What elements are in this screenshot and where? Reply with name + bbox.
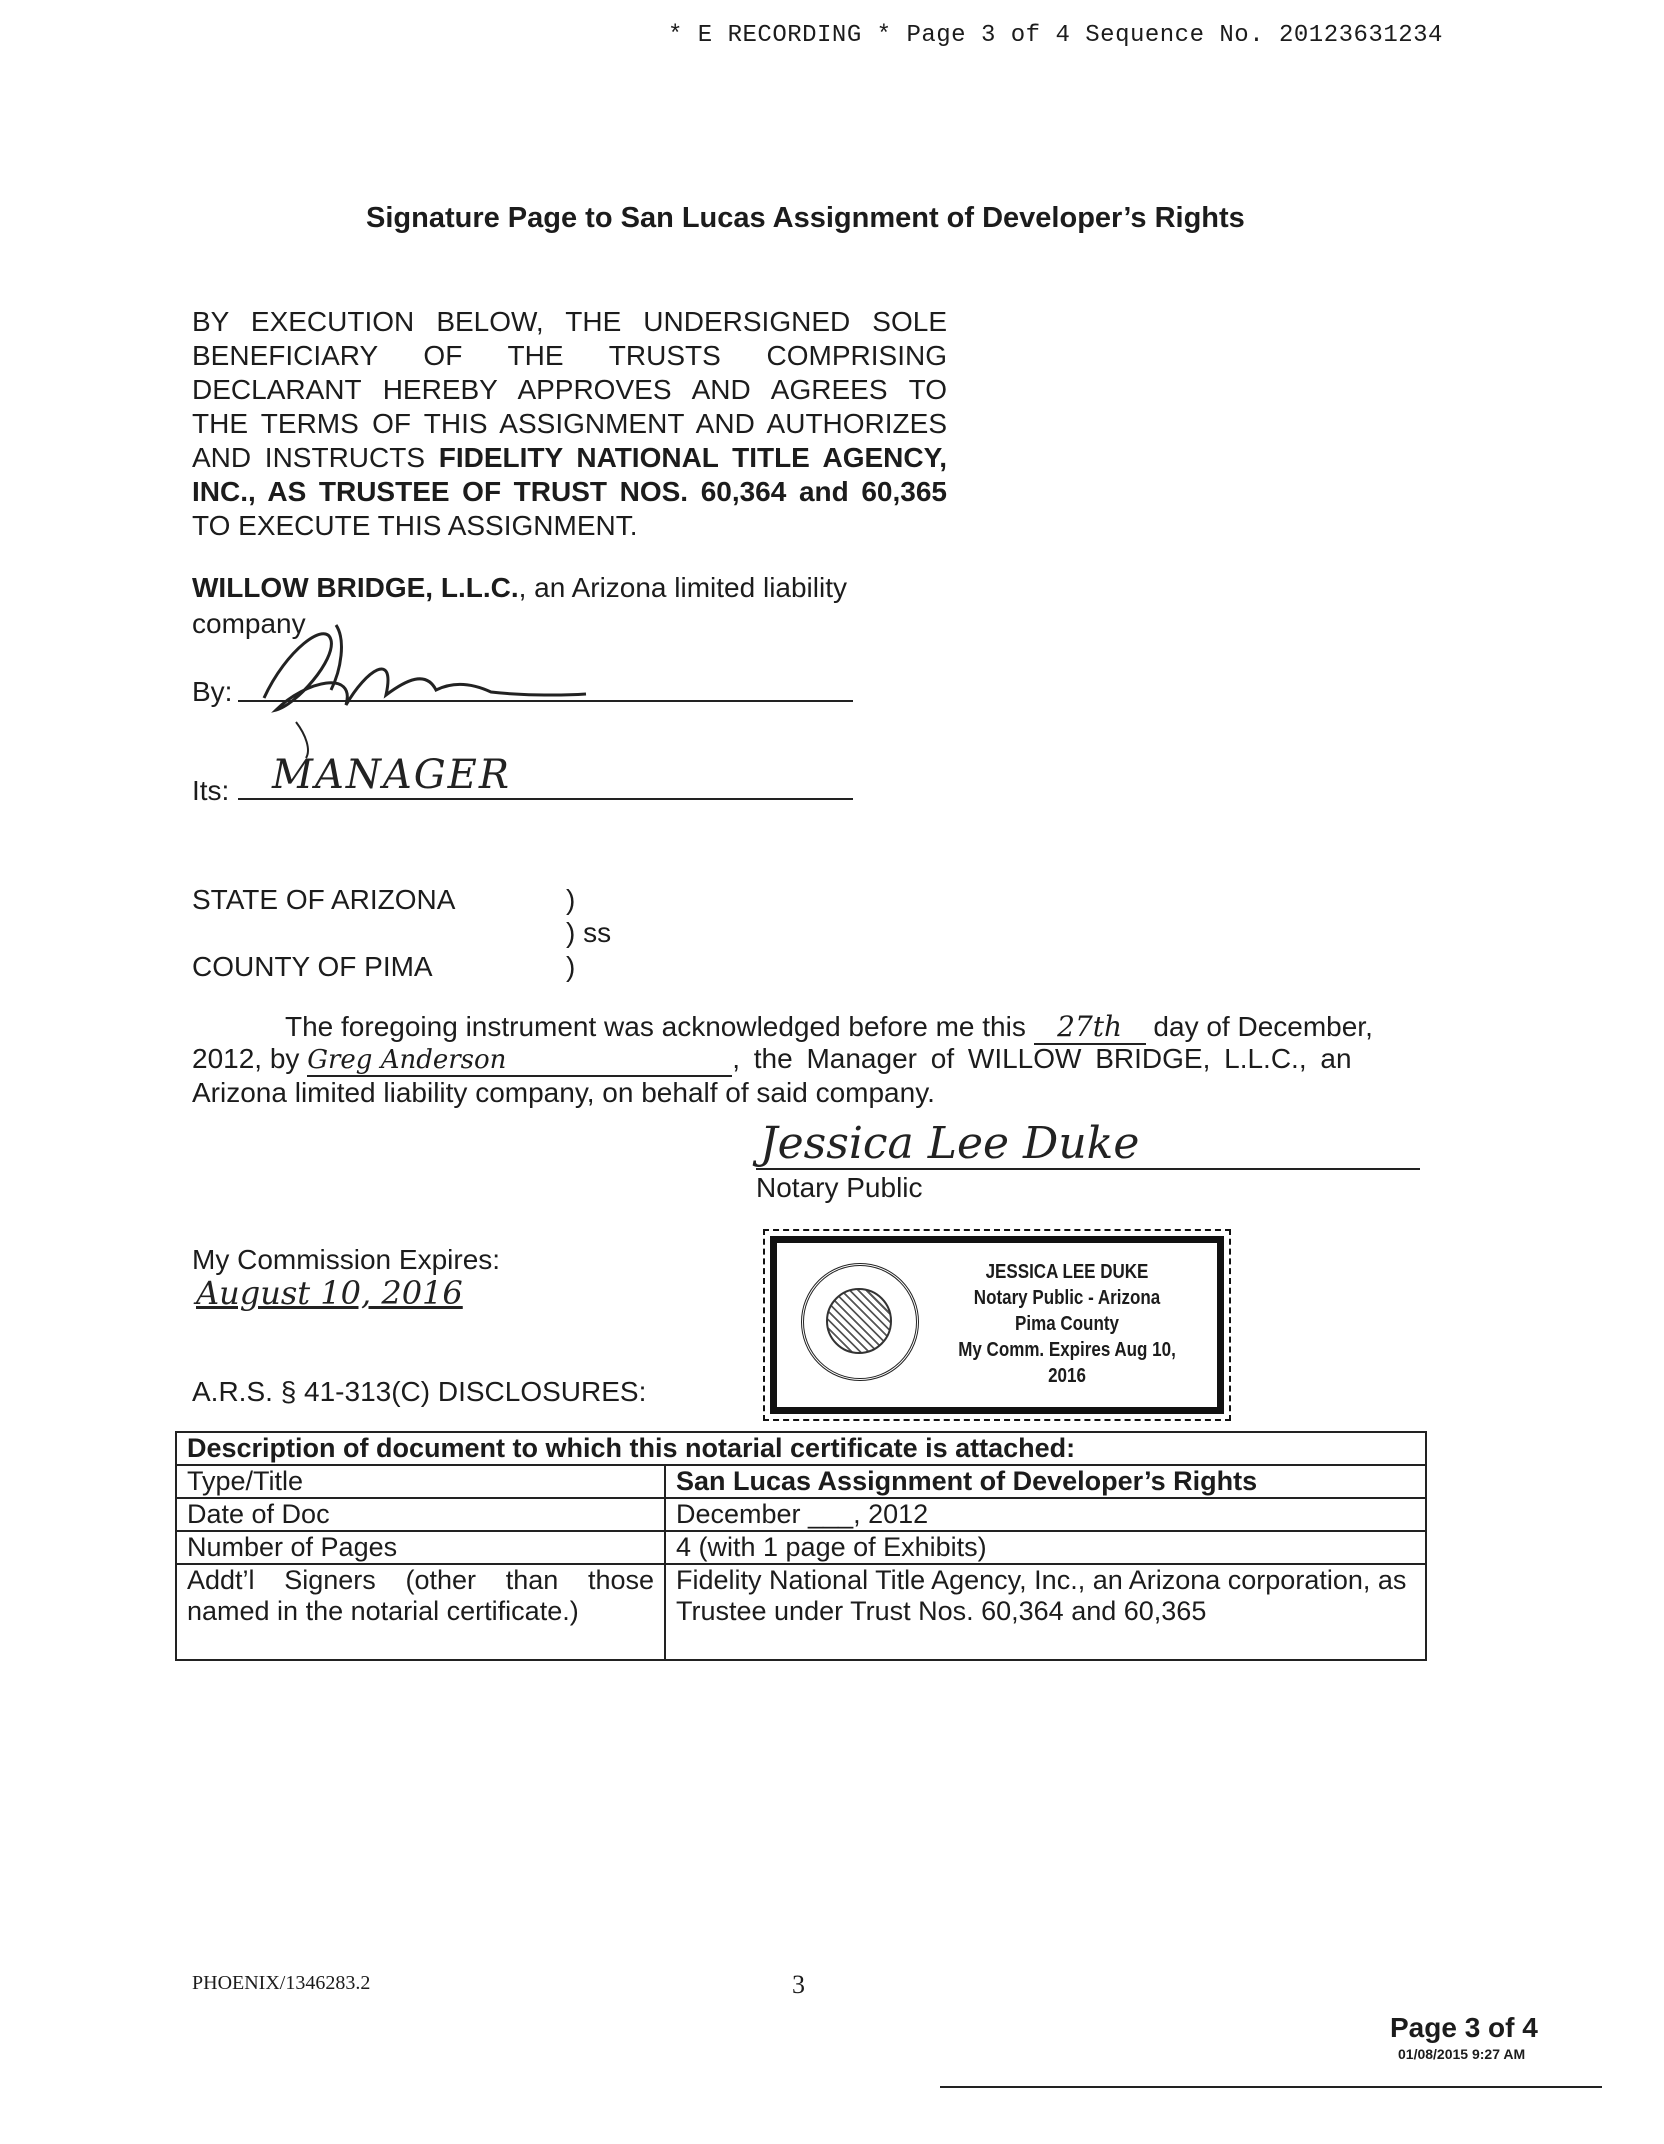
ack-part-1: The foregoing instrument was acknowledged before me this <box>285 1011 1026 1042</box>
county-line: COUNTY OF PIMA <box>192 951 433 982</box>
approval-line: BENEFICIARY OF THE TRUSTS COMPRISING <box>192 340 947 371</box>
its-handwritten-title: MANAGER <box>272 752 511 798</box>
notary-label: Notary Public <box>756 1172 923 1203</box>
stamp-expires: My Comm. Expires Aug 10, 2016 <box>958 1339 1176 1387</box>
approval-line5-normal: AND INSTRUCTS <box>192 442 439 473</box>
table-header-row <box>176 1432 1426 1465</box>
ack-line-3: Arizona limited liability company, on behalf of said company. <box>192 1077 935 1108</box>
approval-line: BY EXECUTION BELOW, THE UNDERSIGNED SOLE <box>192 306 947 337</box>
commission-date: August 10, 2016 <box>196 1274 463 1312</box>
table-row <box>176 1498 1426 1531</box>
notary-stamp <box>770 1236 1224 1414</box>
table-row <box>176 1564 1426 1660</box>
state-seal-icon <box>801 1263 919 1381</box>
recording-header: * E RECORDING * Page 3 of 4 Sequence No. 20123631234 <box>668 22 1443 49</box>
footer-doc-id: PHOENIX/1346283.2 <box>192 1972 371 1994</box>
approval-line: DECLARANT HEREBY APPROVES AND AGREES TO <box>192 374 947 405</box>
seal-shield <box>826 1288 892 1354</box>
notary-signature-line <box>756 1168 1420 1170</box>
table-row <box>176 1531 1426 1564</box>
ack-year: 2012, by <box>192 1043 300 1074</box>
footer-page-number: 3 <box>792 1970 805 1999</box>
approval-line <box>192 475 947 509</box>
table-value: 4 (with 1 page of Exhibits) <box>665 1531 1426 1564</box>
table-label: Type/Title <box>176 1465 665 1498</box>
table-value: December ___, 2012 <box>665 1498 1426 1531</box>
recording-timestamp: 01/08/2015 9:27 AM <box>1398 2046 1526 2062</box>
ack-line-1 <box>285 1010 1373 1045</box>
approval-line: TO EXECUTE THIS ASSIGNMENT. <box>192 510 638 541</box>
venue-ss: ) ss <box>566 917 612 948</box>
table-value: Fidelity National Title Agency, Inc., an Arizona corporation, as Trustee under Trust Nos. 60,364 and 60,365 <box>665 1564 1426 1660</box>
approval-line5-bold: FIDELITY NATIONAL TITLE AGENCY, <box>438 442 947 473</box>
commission-label: My Commission Expires: <box>192 1244 501 1275</box>
entity-desc: , an Arizona limited liability <box>518 572 847 603</box>
table-header: Description of document to which this notarial certificate is attached: <box>176 1432 1426 1465</box>
stamp-title: Notary Public - Arizona <box>973 1287 1161 1309</box>
table-label: Number of Pages <box>176 1531 665 1564</box>
approval-line: THE TERMS OF THIS ASSIGNMENT AND AUTHORIZES <box>192 408 947 439</box>
by-label: By: <box>192 676 233 707</box>
ack-part-2: day of December, <box>1153 1011 1373 1042</box>
its-signature-line <box>238 798 853 800</box>
venue-paren-1: ) <box>566 884 576 915</box>
stamp-text <box>948 1259 1186 1389</box>
state-line: STATE OF ARIZONA <box>192 884 456 915</box>
notary-signature: Jessica Lee Duke <box>760 1118 1140 1169</box>
page-of-indicator: Page 3 of 4 <box>1390 2012 1538 2043</box>
stamp-name: JESSICA LEE DUKE <box>985 1261 1149 1283</box>
table-label: Addt’l Signers (other than those named in the notarial certificate.) <box>176 1564 665 1660</box>
disclosures-heading: A.R.S. § 41-313(C) DISCLOSURES: <box>192 1376 647 1407</box>
approval-line6-bold: INC., AS TRUSTEE OF TRUST NOS. 60,364 and 60,365 <box>192 476 947 507</box>
entity-name: WILLOW BRIDGE, L.L.C. <box>192 572 519 603</box>
ack-part-3: , the Manager of WILLOW BRIDGE, L.L.C., an <box>732 1043 1352 1074</box>
ack-day: 27th <box>1034 1010 1146 1045</box>
footer-rule <box>940 2086 1602 2088</box>
table-label: Date of Doc <box>176 1498 665 1531</box>
stamp-county: Pima County <box>1015 1313 1119 1335</box>
document-title: Signature Page to San Lucas Assignment of Developer’s Rights <box>366 202 1245 234</box>
table-value: San Lucas Assignment of Developer’s Rights <box>665 1465 1426 1498</box>
approval-paragraph <box>192 305 947 543</box>
approval-line <box>192 441 947 475</box>
notarial-description-table <box>175 1431 1427 1661</box>
entity-desc-2: company <box>192 608 306 639</box>
venue-paren-2: ) <box>566 951 576 982</box>
manager-signature <box>236 610 606 760</box>
ack-line-2 <box>192 1043 1352 1077</box>
its-label: Its: <box>192 775 230 806</box>
ack-name: Greg Anderson <box>307 1045 732 1077</box>
table-row <box>176 1465 1426 1498</box>
